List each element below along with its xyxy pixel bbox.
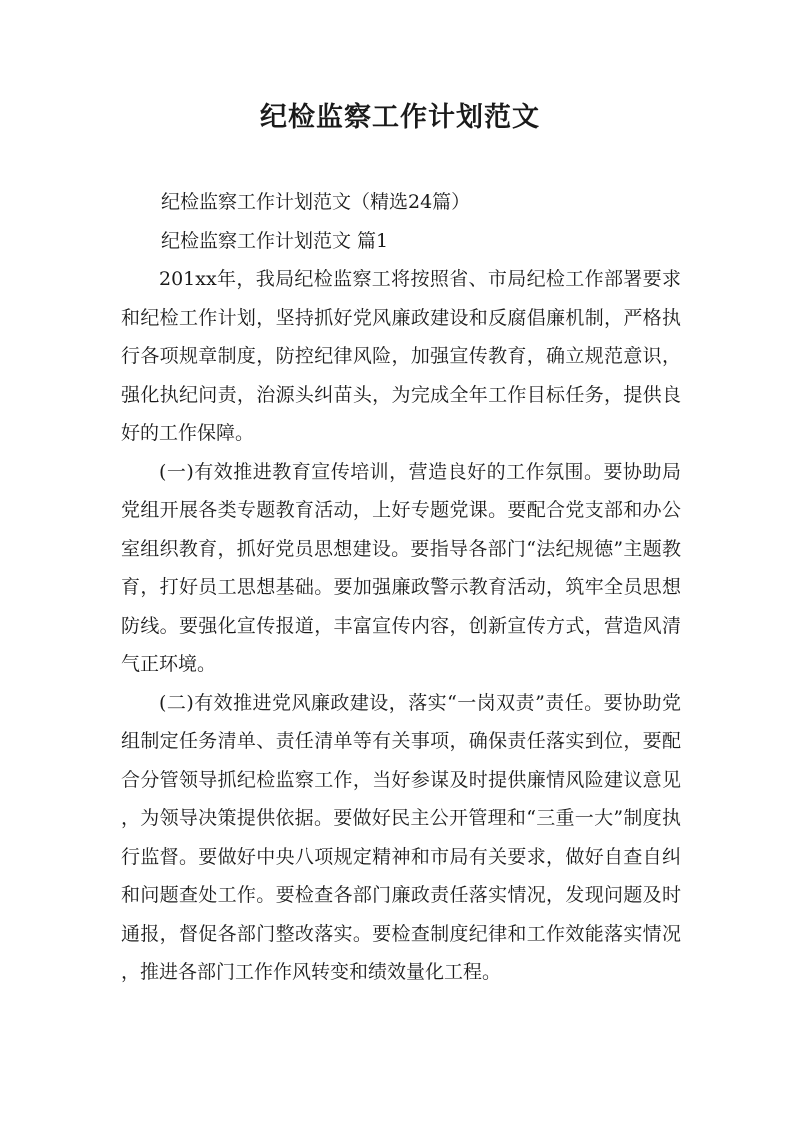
section-heading: 纪检监察工作计划范文 篇1 <box>161 229 389 252</box>
document-title: 纪检监察工作计划范文 <box>260 102 540 133</box>
paragraph-section-2: (二)有效推进党风廉政建设，落实“一岗双责”责任。要协助党组制定任务清单、责任清单等有关事项，确保责任落实到位，要配合分管领导抓纪检监察工作，当好参谋及时提供廉情风险建议意见，为领导决策提供依据。要做好民主公开管理和“三重一大”制度执行监督。要做好中央八项规定精神和市局有关要求，做好自查自纠和问题查处工作。要检查各部门廉政责任落实情况，发现问题及时通报，督促各部门整改落实。要检查制度纪律和工作效能落实情况，推进各部门工作作风转变和绩效量化工程。 <box>121 691 681 983</box>
paragraph-section-1: (一)有效推进教育宣传培训，营造良好的工作氛围。要协助局党组开展各类专题教育活动，上好专题党课。要配合党支部和办公室组织教育，抓好党员思想建设。要指导各部门“法纪规德”主题教育，打好员工思想基础。要加强廉政警示教育活动，筑牢全员思想防线。要强化宣传报道，丰富宣传内容，创新宣传方式，营造风清气正环境。 <box>121 460 681 675</box>
paragraph-intro: 201xx年，我局纪检监察工将按照省、市局纪检工作部署要求和纪检工作计划，坚持抓好党风廉政建设和反腐倡廉机制，严格执行各项规章制度，防控纪律风险，加强宣传教育，确立规范意识，强化执纪问责，治源头纠苗头，为完成全年工作目标任务，提供良好的工作保障。 <box>121 268 681 444</box>
document-body <box>121 183 681 992</box>
document-subtitle: 纪检监察工作计划范文（精选24篇） <box>161 191 471 213</box>
